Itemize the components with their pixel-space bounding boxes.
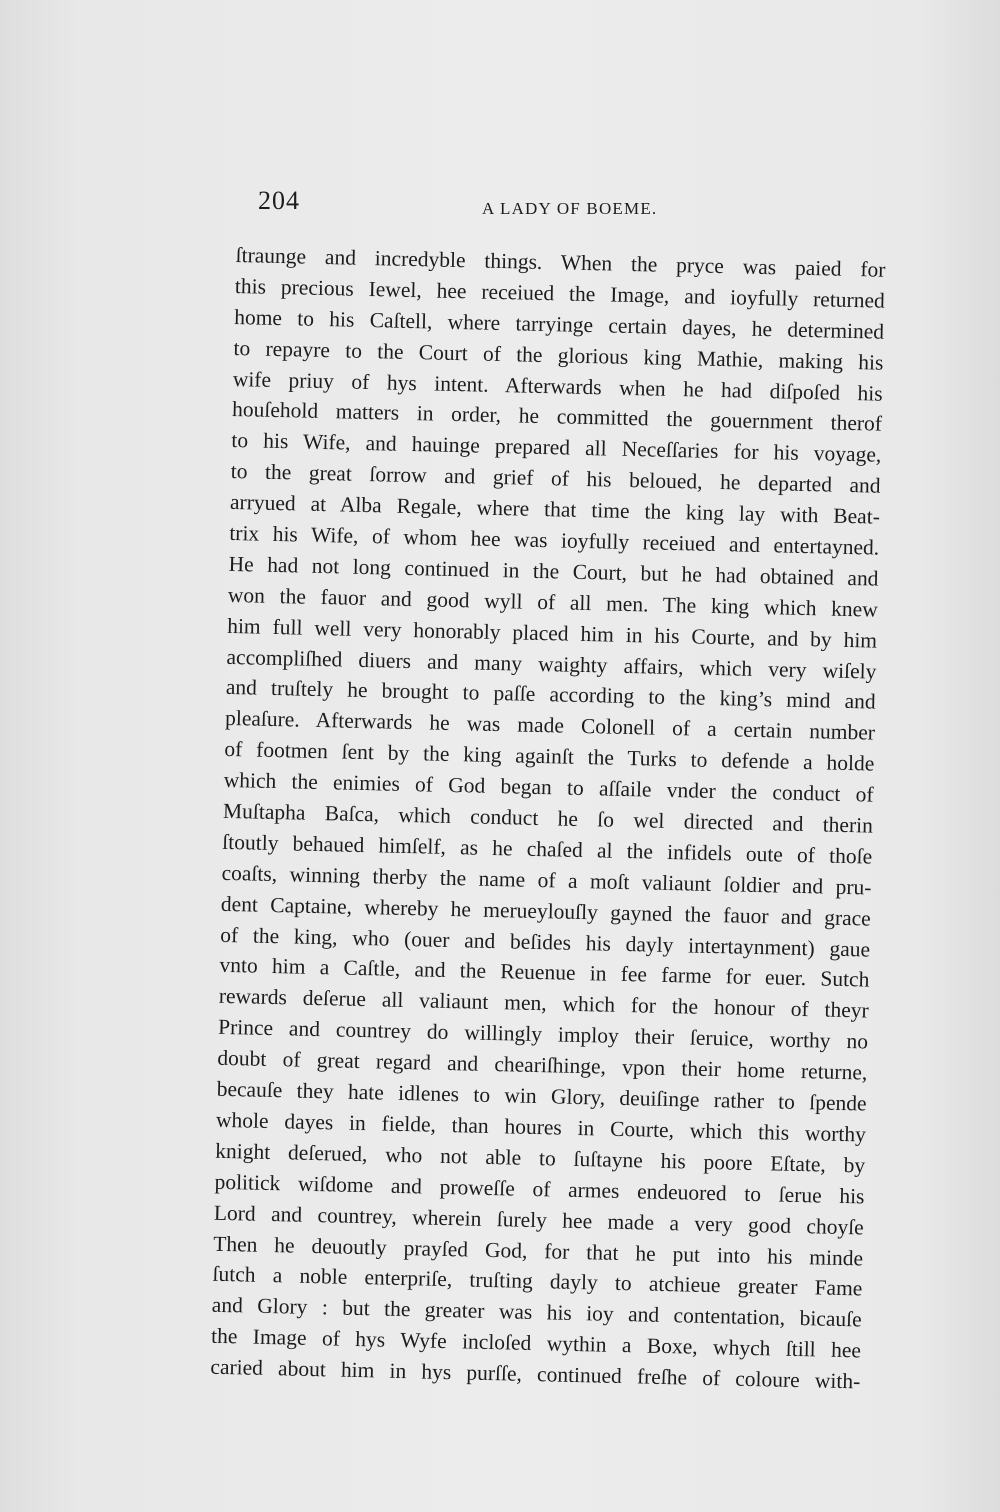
page-number: 204 <box>258 186 300 215</box>
text-line: won the fauor and good wyll of all men. The king which knew <box>227 582 879 622</box>
text-line: Then he deuoutly prayſed God, for that he put into his minde <box>212 1231 864 1270</box>
text-line: becauſe they hate idlenes to win Glory, deuiſinge rather to ſpende <box>216 1076 867 1116</box>
text-line: which the enimies of God began to aſſaile vnder the conduct of <box>223 768 874 807</box>
running-head: A LADY OF BOEME. <box>482 199 658 218</box>
text-line: trix his Wife, of whom hee was ioyfully receiued and entertayned. <box>229 520 880 560</box>
text-line: of the king, who (ouer and beſides his dayly intertaynment) gaue <box>219 922 871 962</box>
text-line: knight deſerued, who not able to ſuſtayne his poore Eſtate, by <box>215 1138 866 1178</box>
text-line: vnto him a Caſtle, and the Reuenue in fee farme for euer. Sutch <box>219 953 870 993</box>
text-line: Lord and countrey, wherein ſurely hee made a very good choyſe <box>213 1200 865 1240</box>
text-line: rewards deſerue all valiaunt men, which for the honour of theyr <box>218 984 869 1023</box>
page-header <box>258 186 898 226</box>
text-line: pleaſure. Afterwards he was made Colonell of a certain number <box>224 706 876 745</box>
text-line: Prince and countrey do willingly imploy their ſeruice, worthy no <box>217 1015 869 1054</box>
text-line: doubt of great regard and cheariſhinge, vpon their home returne, <box>217 1045 868 1085</box>
text-line: ſutch a noble enterpriſe, truſting dayly to atchieue greater Fame <box>212 1262 863 1301</box>
text-line: dent Captaine, whereby he merueylouſly gayned the fauor and grace <box>220 891 872 931</box>
text-line: to his Wife, and hauinge prepared all Neceſſaries for his voyage, <box>231 428 882 468</box>
text-line: arryued at Alba Regale, where that time the king lay with Beat- <box>229 490 881 529</box>
text-line: caried about him in hys purſſe, continued freſhe of coloure with- <box>210 1354 861 1394</box>
text-line: of footmen ſent by the king againſt the Turks to defende a holde <box>224 737 875 776</box>
body-text <box>210 240 916 1398</box>
text-line: and truſtely he brought to paſſe according to the king’s mind and <box>225 675 876 715</box>
text-line: to repayre to the Court of the glorious king Mathie, making his <box>233 335 884 375</box>
text-line: the Image of hys Wyfe incloſed wythin a Boxe, whych ſtill hee <box>210 1323 862 1363</box>
text-line: home to his Caſtell, where tarryinge certain dayes, he determined <box>233 304 885 344</box>
text-line: Muſtapha Baſca, which conduct he ſo wel directed and therin <box>222 798 874 838</box>
text-line: houſehold matters in order, he committed the gouernment therof <box>231 397 883 437</box>
text-line: this precious Iewel, hee receiued the Image, and ioyfully returned <box>234 273 886 313</box>
text-line: wife priuy of hys intent. Afterwards when he had diſpoſed his <box>232 366 883 406</box>
text-line: ſtraunge and incredyble things. When the pryce was paied for <box>235 242 886 282</box>
text-line: him full well very honorably placed him in his Courte, and by him <box>226 613 878 653</box>
text-line: to the great ſorrow and grief of his beloued, he departed and <box>230 459 881 498</box>
text-line: He had not long continued in the Court, but he had obtained and <box>228 551 879 591</box>
text-line: and Glory : but the greater was his ioy and contentation, bicauſe <box>211 1293 862 1332</box>
text-line: whole dayes in fielde, than houres in Courte, which this worthy <box>215 1107 867 1147</box>
text-line: politick wiſdome and proweſſe of armes endeuored to ſerue his <box>214 1169 865 1209</box>
text-line: ſtoutly behaued himſelf, as he chaſed al the infidels oute of thoſe <box>222 829 873 869</box>
text-line: accompliſhed diuers and many waighty affairs, which very wiſely <box>226 644 877 684</box>
text-line: coaſts, winning therby the name of a moſt valiaunt ſoldier and pru- <box>221 860 872 900</box>
